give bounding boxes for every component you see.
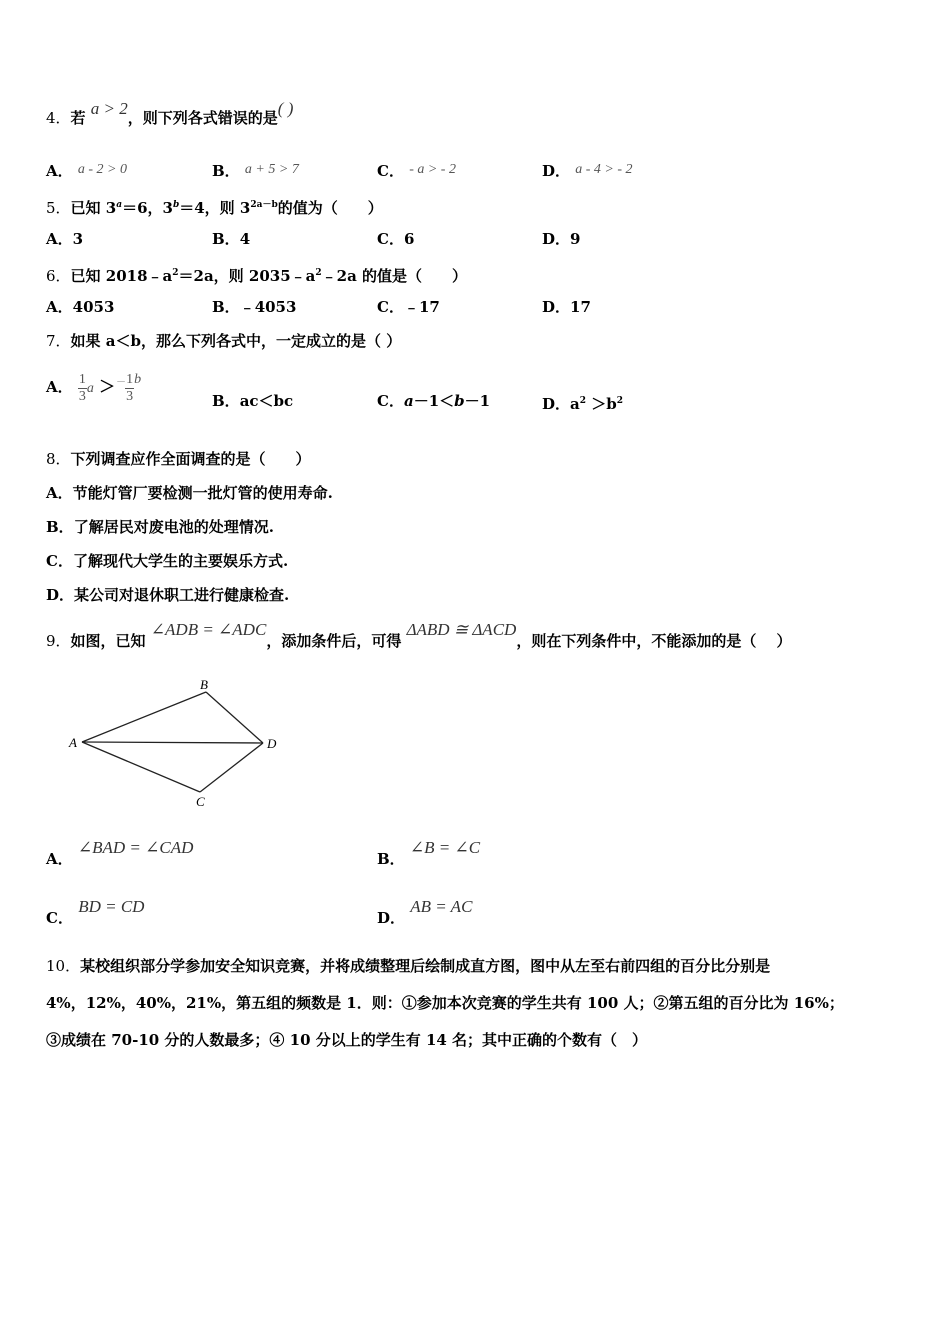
q4-option-b[interactable]: B． a + 5 > 7: [212, 162, 299, 180]
figure-label-d: D: [267, 736, 277, 751]
q4-option-a[interactable]: A． a - 2 > 0: [46, 162, 127, 180]
q8-number: 8．: [46, 450, 71, 468]
q5-option-d[interactable]: D．9: [542, 230, 581, 248]
q7-a-fraction-left: $\frac{1}{3}$: [78, 371, 86, 404]
q9-option-a[interactable]: A． ∠BAD = ∠CAD: [46, 838, 194, 868]
q7-option-d[interactable]: D．$a^2 >b^2$: [542, 395, 624, 413]
figure-edge-ad: [82, 742, 263, 743]
q8-option-b[interactable]: B．了解居民对废电池的处理情况.: [46, 518, 274, 536]
q5-number: 5．: [46, 199, 71, 217]
q8-option-c[interactable]: C．了解现代大学生的主要娱乐方式.: [46, 552, 289, 570]
q9-stem: 9．如图，已知 ∠ADB = ∠ADC，添加条件后，可得 ΔABD ≅ ΔACD，则在下列条件中，不能添加的是（ ）: [46, 620, 792, 650]
figure-edge-bd: [206, 692, 263, 743]
q6-option-b[interactable]: B．﹣4053: [212, 298, 297, 316]
q7-a-fraction-right: $\frac{1}{3}$: [126, 371, 134, 404]
q6-number: 6．: [46, 267, 71, 285]
q6-option-c[interactable]: C．﹣17: [377, 298, 440, 316]
figure-edge-cd: [200, 743, 263, 792]
q9-option-b[interactable]: B． ∠B = ∠C: [377, 838, 481, 868]
q6-option-d[interactable]: D．17: [542, 298, 591, 316]
q4-option-c[interactable]: C． - a > - 2: [377, 162, 456, 180]
q5-option-b[interactable]: B．4: [212, 230, 251, 248]
q4-number: 4．: [46, 109, 71, 127]
q4-answer-paren: ( ): [277, 99, 294, 118]
q6-option-a[interactable]: A．4053: [46, 298, 115, 316]
q9-congruence-math: ΔABD ≅ ΔACD: [406, 620, 517, 639]
q7-option-c[interactable]: C．a－1＜b－1: [377, 392, 491, 410]
q9-given-math: ∠ADB = ∠ADC: [150, 620, 267, 639]
q7-option-b[interactable]: B．ac＜bc: [212, 392, 294, 410]
q9-number: 9．: [46, 632, 71, 650]
figure-label-b: B: [200, 677, 208, 692]
q8-option-a[interactable]: A．节能灯管厂要检测一批灯管的使用寿命.: [46, 484, 333, 502]
figure-edge-ac: [82, 742, 200, 792]
q7-stem: 7．如果 a＜b，那么下列各式中，一定成立的是（ ）: [46, 332, 402, 350]
q10-stem-line3: ③成绩在 70-10 分的人数最多；④ 10 分以上的学生有 14 名；其中正确的个数有（ ）: [46, 1031, 648, 1049]
figure-edge-ab: [82, 692, 206, 742]
q10-number: 10．: [46, 957, 81, 975]
q5-option-a[interactable]: A．3: [46, 230, 84, 248]
q10-stem-line1: 10．某校组织部分学参加安全知识竞赛，并将成绩整理后绘制成直方图，图中从左至右前四组的百分比分别是: [46, 957, 771, 975]
q4-stem: 4．若 a > 2，则下列各式错误的是( ): [46, 99, 294, 127]
q9-option-d[interactable]: D． AB = AC: [377, 897, 473, 927]
q8-stem: 8．下列调查应作全面调查的是（ ）: [46, 450, 311, 468]
q6-stem: 6．已知 $2018﹣a^2=2a$，则 $2035﹣a^2﹣2a$ 的值是（ ）: [46, 267, 468, 285]
q9-option-c[interactable]: C． BD = CD: [46, 897, 145, 927]
q7-number: 7．: [46, 332, 71, 350]
q5-option-c[interactable]: C．6: [377, 230, 415, 248]
q4-option-d[interactable]: D． a - 4 > - 2: [542, 162, 633, 180]
q8-option-d[interactable]: D．某公司对退休职工进行健康检查.: [46, 586, 290, 604]
figure-label-c: C: [196, 794, 205, 809]
q4-condition-math: a > 2: [90, 99, 128, 118]
q9-quadrilateral-figure: [60, 670, 300, 815]
q5-stem: 5．已知 $3^a=6$，$3^b=4$，则 $3^{2a-b}$的值为（ ）: [46, 199, 383, 217]
q7-option-a[interactable]: A． $\frac{1}{3}$ a ＞－ $\frac{1}{3}$ b: [46, 371, 142, 404]
q10-stem-line2: 4%，12%，40%，21%，第五组的频数是 1．则：①参加本次竞赛的学生共有 100 人；②第五组的百分比为 16%；: [46, 994, 844, 1012]
figure-label-a: A: [69, 735, 77, 750]
